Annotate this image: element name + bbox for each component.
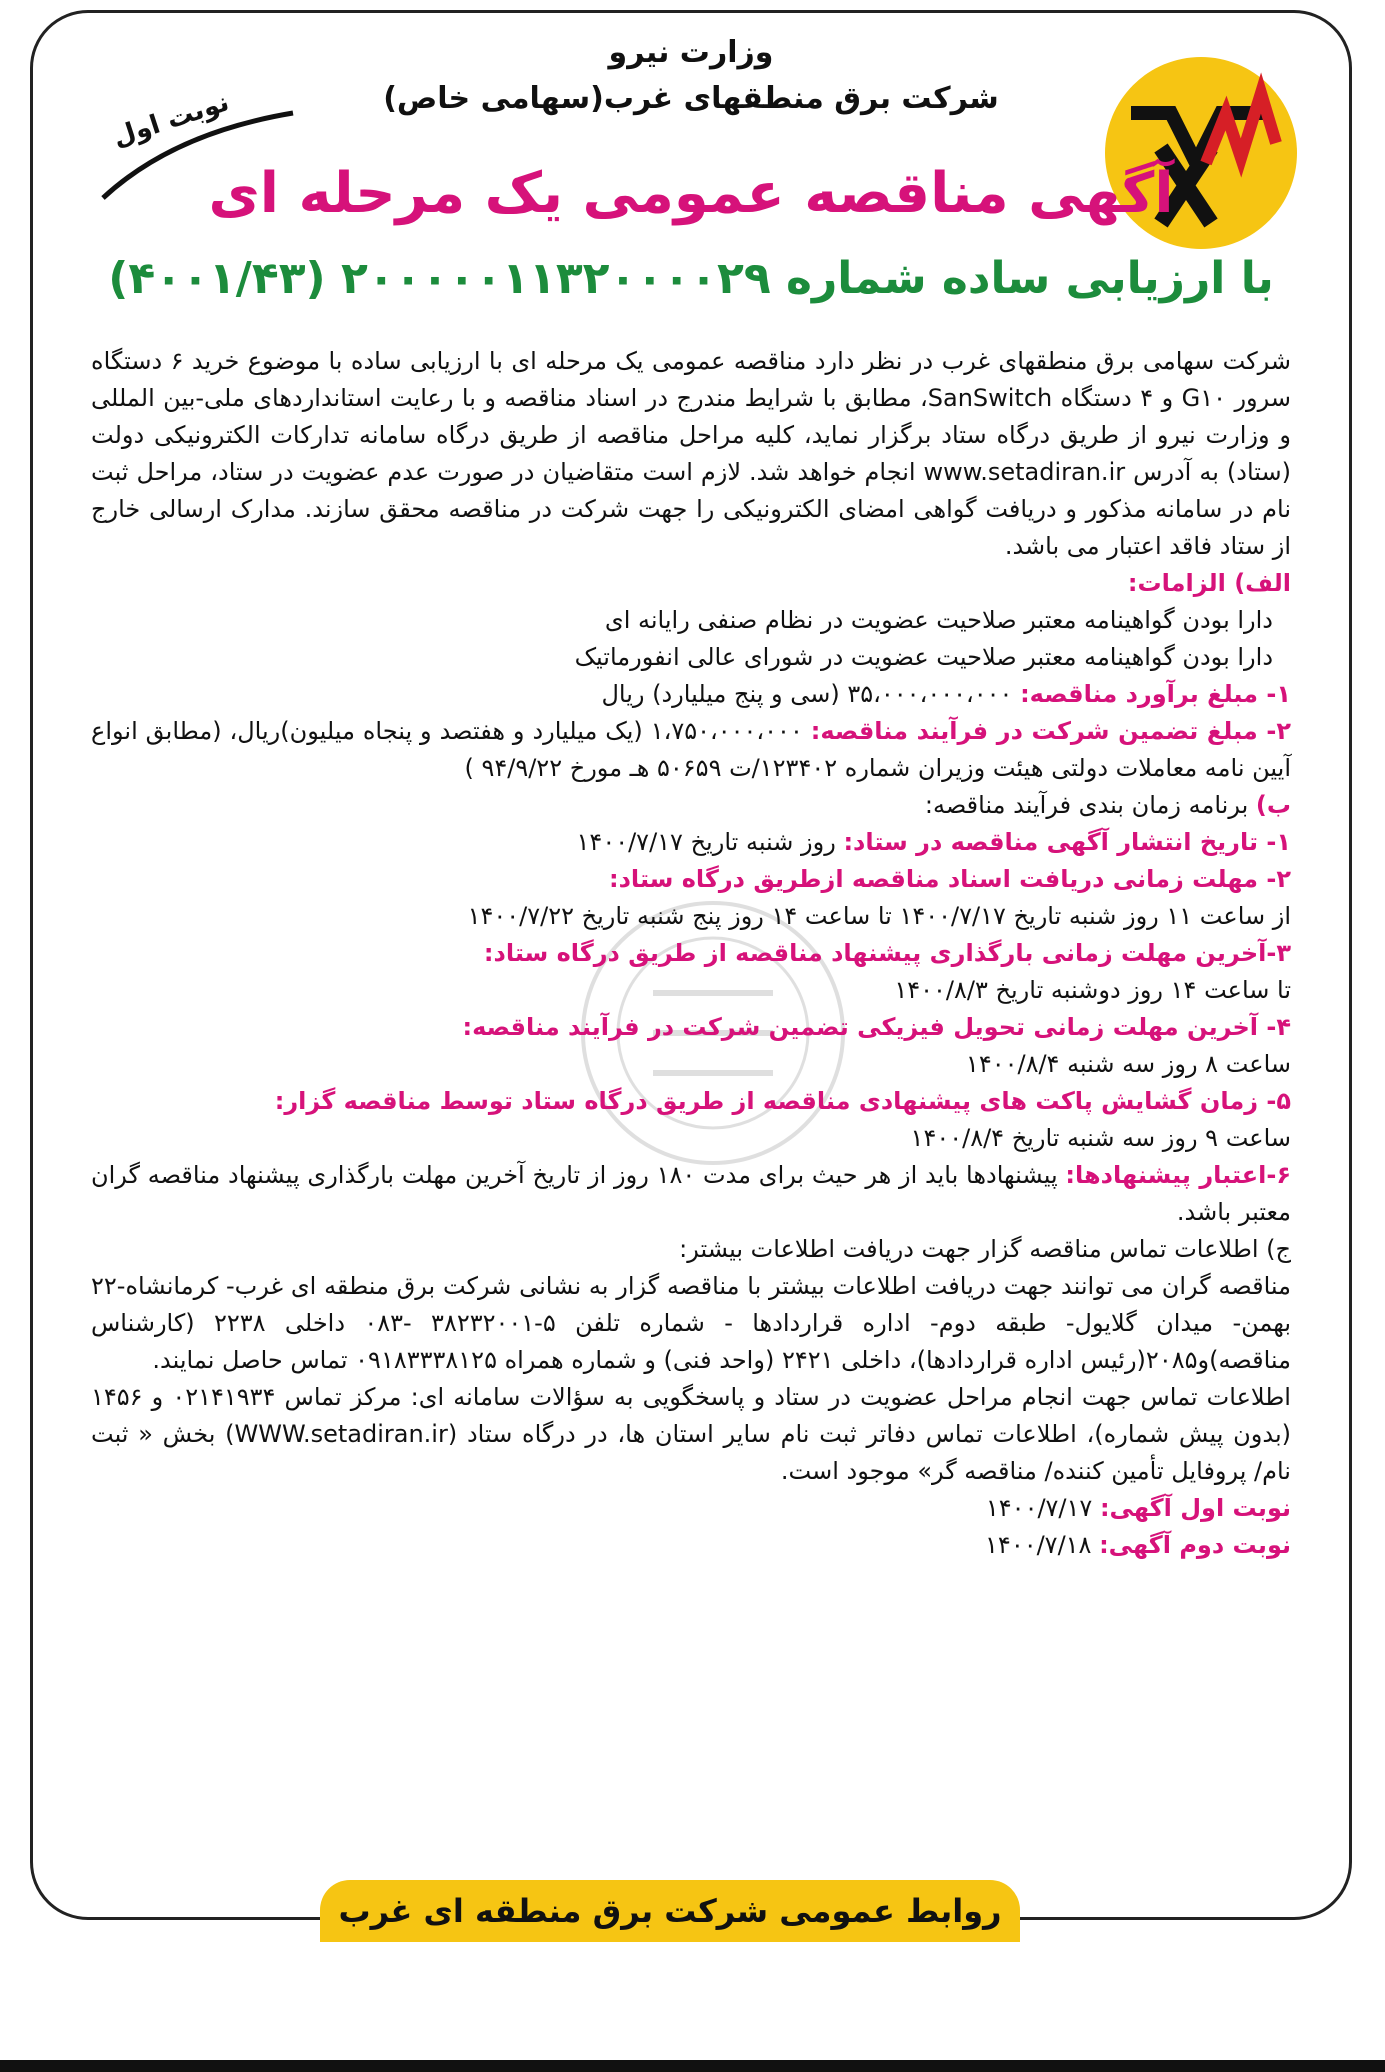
second-publication bbox=[91, 1527, 1291, 1564]
footer-banner: روابط عمومی شرکت برق منطقه ای غرب bbox=[320, 1880, 1020, 1942]
schedule-item-2-text: از ساعت ۱۱ روز شنبه تاریخ ۱۴۰۰/۷/۱۷ تا ساعت ۱۴ روز پنج شنبه تاریخ ۱۴۰۰/۷/۲۲ bbox=[467, 902, 1291, 930]
schedule-heading-text: برنامه زمان بندی فرآیند مناقصه: bbox=[924, 791, 1249, 819]
schedule-item-2-title: ۲- مهلت زمانی دریافت اسناد مناقصه ازطریق درگاه ستاد: bbox=[609, 865, 1291, 893]
schedule-item-6-text: پیشنهادها باید از هر حیث برای مدت ۱۸۰ روز از تاریخ آخرین مهلت بارگذاری پیشنهاد مناقصه گران معتبر باشد. bbox=[91, 1161, 1291, 1226]
first-publication bbox=[91, 1490, 1291, 1527]
estimate-value: ۳۵،۰۰۰،۰۰۰،۰۰۰ (سی و پنج میلیارد) ریال bbox=[601, 680, 1013, 708]
tender-number: با ارزیابی ساده شماره ۲۰۰۰۰۰۱۱۳۲۰۰۰۰۲۹ (۴۰۰۱/۴۳) bbox=[108, 253, 1274, 304]
schedule-item-4-text: ساعت ۸ روز سه شنبه ۱۴۰۰/۸/۴ bbox=[965, 1050, 1291, 1078]
setad-contact-paragraph: اطلاعات تماس جهت انجام مراحل عضویت در ستاد و پاسخگویی به سؤالات سامانه ای: مرکز تماس ۰۲۱۴۱۹۳۴ و ۱۴۵۶ (بدون پیش شماره)، اطلاعات تماس دفاتر ثبت نام سایر استان ها، در درگاه ستاد (WWW.setadiran.ir) بخش « ثبت نام/ پروفایل تأمین کننده/ مناقصه گر» موجود است. bbox=[91, 1383, 1291, 1485]
round-stamp-label: نوبت اول bbox=[109, 87, 233, 153]
guarantee-title: ۲- مبلغ تضمین شرکت در فرآیند مناقصه: bbox=[810, 717, 1291, 745]
company-name: شرکت برق منطقهای غرب(سهامی خاص) bbox=[383, 81, 999, 116]
schedule-item-1-text: روز شنبه تاریخ ۱۴۰۰/۷/۱۷ bbox=[576, 828, 836, 856]
schedule-item-6 bbox=[91, 1157, 1291, 1231]
contact-paragraph: مناقصه گران می توانند جهت دریافت اطلاعات بیشتر با مناقصه گزار به نشانی شرکت برق منطقه ای غرب- کرمانشاه-۲۲ بهمن- میدان گلایول- طبقه دوم- اداره قراردادها - شماره تلفن ۵-۳۸۲۳۲۰۰۱ -۰۸۳ داخلی ۲۲۳۸ (کارشناس مناقصه)و۲۰۸۵(رئیس اداره قراردادها)، داخلی ۲۴۲۱ (واحد فنی) و شماره همراه ۰۹۱۸۳۳۳۸۱۲۵ تماس حاصل نمایند. bbox=[91, 1272, 1291, 1374]
schedule-item-5-title: ۵- زمان گشایش پاکت های پیشنهادی مناقصه از طریق درگاه ستاد توسط مناقصه گزار: bbox=[274, 1087, 1291, 1115]
first-publication-date: ۱۴۰۰/۷/۱۷ bbox=[985, 1494, 1093, 1522]
guarantee-line bbox=[91, 713, 1291, 787]
schedule-item-1-title: ۱- تاریخ انتشار آگهی مناقصه در ستاد: bbox=[843, 828, 1291, 856]
schedule-item-5-text: ساعت ۹ روز سه شنبه تاریخ ۱۴۰۰/۸/۴ bbox=[910, 1124, 1291, 1152]
schedule-item-4-title: ۴- آخرین مهلت زمانی تحویل فیزیکی تضمین شرکت در فرآیند مناقصه: bbox=[462, 1013, 1291, 1041]
requirements-heading: الف) الزامات: bbox=[1127, 569, 1291, 597]
bottom-rule bbox=[0, 2060, 1385, 2072]
second-publication-date: ۱۴۰۰/۷/۱۸ bbox=[985, 1531, 1092, 1559]
estimate-line bbox=[91, 676, 1291, 713]
notice-title: آگهی مناقصه عمومی یک مرحله ای bbox=[208, 161, 1174, 226]
contact-heading: ج) اطلاعات تماس مناقصه گزار جهت دریافت اطلاعات بیشتر: bbox=[679, 1235, 1291, 1263]
ministry-name: وزارت نیرو bbox=[608, 35, 774, 70]
notice-frame bbox=[30, 10, 1352, 1920]
schedule-heading-label: ب) bbox=[1255, 791, 1291, 819]
estimate-title: ۱- مبلغ برآورد مناقصه: bbox=[1020, 680, 1291, 708]
schedule-heading bbox=[91, 787, 1291, 824]
intro-paragraph: شرکت سهامی برق منطقهای غرب در نظر دارد مناقصه عمومی یک مرحله ای با ارزیابی ساده با موضوع خرید ۶ دستگاه سرور G۱۰ و ۴ دستگاه SanSwitch، مطابق با شرایط مندرج در اسناد مناقصه و با رعایت استانداردهای ملی-بین المللی و وزارت نیرو از طریق درگاه ستاد برگزار نماید، کلیه مراحل مناقصه از طریق درگاه سامانه تدارکات الکترونیکی دولت (ستاد) به آدرس www.setadiran.ir انجام خواهد شد. لازم است متقاضیان در صورت عدم عضویت در ستاد، مراحل ثبت نام در سامانه مذکور و دریافت گواهی امضای الکترونیکی را جهت شرکت در مناقصه محقق سازند. مدارک ارسالی خارج از ستاد فاقد اعتبار می باشد. bbox=[91, 347, 1291, 560]
schedule-item-3-title: ۳-آخرین مهلت زمانی بارگذاری پیشنهاد مناقصه از طریق درگاه ستاد: bbox=[483, 939, 1291, 967]
schedule-item-1 bbox=[91, 824, 1291, 861]
requirement-1: دارا بودن گواهینامه معتبر صلاحیت عضویت در نظام صنفی رایانه ای bbox=[604, 606, 1273, 634]
requirement-2: دارا بودن گواهینامه معتبر صلاحیت عضویت در شورای عالی انفورماتیک bbox=[574, 643, 1273, 671]
schedule-item-3-text: تا ساعت ۱۴ روز دوشنبه تاریخ ۱۴۰۰/۸/۳ bbox=[894, 976, 1291, 1004]
schedule-item-6-title: ۶-اعتبار پیشنهادها: bbox=[1065, 1161, 1292, 1189]
guarantee-value: ۱،۷۵۰،۰۰۰،۰۰۰ (یک میلیارد و هفتصد و پنجاه میلیون)ریال، (مطابق انواع آیین نامه معاملات دولتی هیئت وزیران شماره ۱۲۳۴۰۲/ت ۵۰۶۵۹ هـ مورخ ۹۴/۹/۲۲ ) bbox=[91, 717, 1291, 782]
notice-body bbox=[91, 343, 1291, 1564]
second-publication-label: نوبت دوم آگهی: bbox=[1099, 1531, 1291, 1559]
first-publication-label: نوبت اول آگهی: bbox=[1099, 1494, 1291, 1522]
